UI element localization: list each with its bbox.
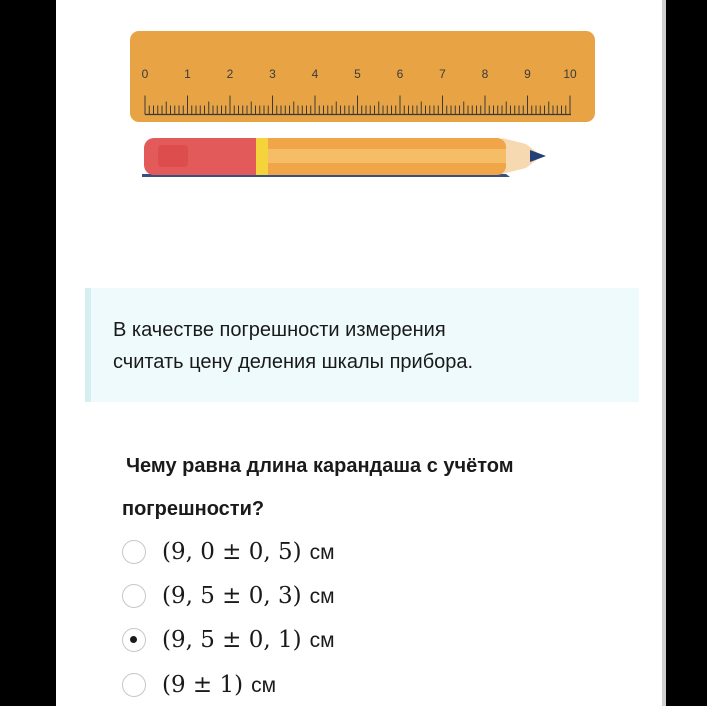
- radio-button[interactable]: [122, 584, 146, 608]
- ruler-number: 9: [524, 67, 531, 81]
- answer-option-1[interactable]: [122, 537, 335, 567]
- ruler-number: 8: [481, 67, 489, 81]
- answer-unit: см: [309, 541, 335, 564]
- answer-math: (9, 5 ± 0, 1): [162, 627, 302, 653]
- ruler-number: 1: [184, 67, 191, 81]
- ruler-number: 4: [311, 67, 319, 81]
- hint-box: [85, 288, 639, 402]
- ruler: [130, 31, 595, 122]
- ruler-number: 10: [563, 67, 577, 81]
- answer-unit: см: [309, 629, 335, 652]
- ruler-number: 5: [354, 67, 361, 81]
- radio-button[interactable]: [122, 673, 146, 697]
- answer-label: [162, 539, 335, 565]
- hint-text: [113, 314, 613, 378]
- ruler-number: 7: [439, 67, 446, 81]
- hint-line-2: считать цену деления шкалы прибора.: [113, 351, 474, 373]
- answer-label: [162, 672, 276, 698]
- pencil-lead: [530, 150, 546, 162]
- answer-option-4[interactable]: [122, 670, 276, 700]
- answer-label: [162, 583, 335, 609]
- ruler-number: 6: [396, 67, 404, 81]
- answer-option-3[interactable]: [122, 625, 335, 655]
- answer-option-2[interactable]: [122, 581, 335, 611]
- pencil-band: [254, 138, 268, 175]
- question-line-2: погрешности?: [122, 498, 265, 520]
- pencil: [142, 138, 546, 177]
- radio-button-selected[interactable]: [122, 628, 146, 652]
- scrollbar-edge: [662, 0, 666, 706]
- ruler-pencil-figure: [128, 28, 608, 183]
- radio-button[interactable]: [122, 540, 146, 564]
- question-line-1: Чему равна длина карандаша с учётом: [126, 455, 514, 477]
- answer-label: [162, 627, 335, 653]
- question-text: [122, 445, 602, 531]
- answer-math: (9, 0 ± 0, 5): [162, 539, 302, 565]
- answer-unit: см: [309, 585, 335, 608]
- hint-line-1: В качестве погрешности измерения: [113, 319, 446, 341]
- answer-unit: см: [251, 674, 277, 697]
- answer-math: (9, 5 ± 0, 3): [162, 583, 302, 609]
- ruler-number: 3: [269, 67, 276, 81]
- task-page: [56, 0, 662, 706]
- ruler-number: 2: [226, 67, 234, 81]
- answer-math: (9 ± 1): [162, 672, 244, 698]
- ruler-number: 0: [141, 67, 149, 81]
- pencil-eraser-shade: [158, 145, 188, 167]
